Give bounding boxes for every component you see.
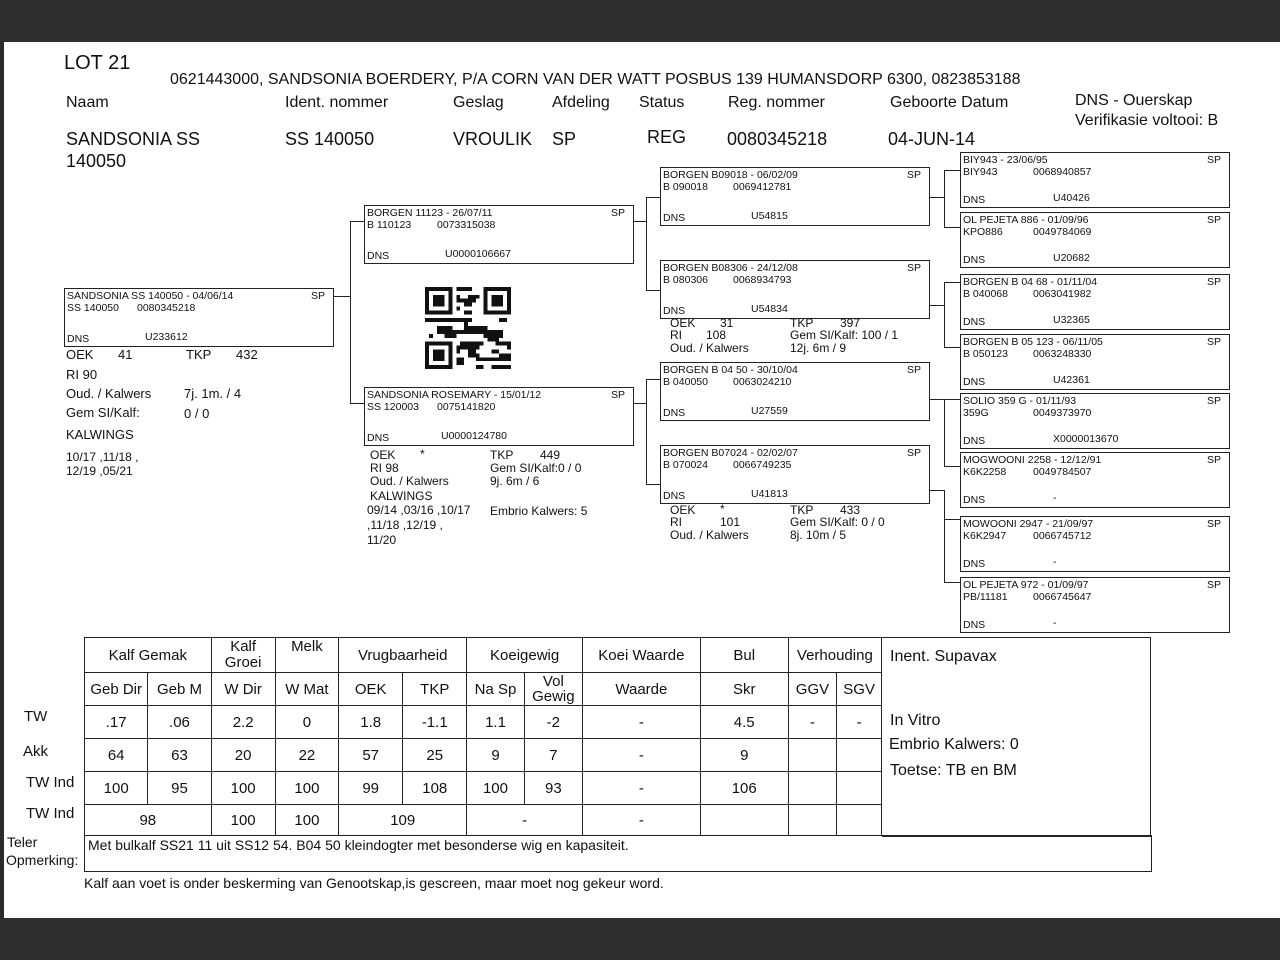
lot-number: LOT 21 [64,52,131,74]
ggp-sp: SP [1206,154,1221,166]
subject-box-code: U233612 [145,331,188,343]
gp-dns: DNS [663,305,686,317]
ggp-reg: 0049373970 [1033,407,1092,419]
row-label-tw: TW [24,708,48,725]
dam-kalwings-2: ,11/18 ,12/19 , [367,518,443,532]
great-grandparent-box [960,452,1230,508]
ggp-sp: SP [1206,214,1221,226]
animal-naam-2: 140050 [66,151,127,171]
ggp-code: - [1053,617,1057,629]
gp-sp: SP [906,169,921,181]
subject-kalwings-1: 10/17 ,11/18 , [66,450,139,464]
gp4-oek-label: OEK [670,503,696,517]
group-melk: Melk [275,638,338,673]
value-cell: -2 [524,706,582,739]
ggp-code: - [1053,556,1057,568]
viewer-bottom-bar [0,918,1280,960]
index-cell: 100 [211,805,275,836]
value-cell: - [582,706,700,739]
subject-kalwings-2: 12/19 ,05/21 [66,464,133,478]
ggp-sp: SP [1206,518,1221,530]
value-cell: .06 [148,706,211,739]
subheader-cell: TKP [403,673,467,706]
great-grandparent-box [960,334,1230,390]
subheader-cell: Na Sp [467,673,524,706]
gp-code: U54815 [751,210,788,222]
dam-box-id: SS 120003 [367,401,419,413]
dam-ri: RI 98 [370,461,399,475]
side-toetse: Toetse: TB en BM [890,762,1017,779]
header-naam: Naam [66,94,109,111]
value-cell: 63 [148,739,211,772]
great-grandparent-box [960,274,1230,330]
sire-box-id: B 110123 [367,219,412,231]
group-koeigewig: Koeigewig [467,638,583,673]
ggp-dns: DNS [963,494,986,506]
ggp-id: PB/11181 [963,591,1008,603]
animal-geslag: VROULIK [453,129,533,149]
dam-kalwings: KALWINGS [370,489,433,503]
index-cell: - [467,805,583,836]
ggp-reg: 0066745712 [1033,530,1092,542]
subheader-cell: Geb Dir [85,673,148,706]
teler-label: Teler [7,834,38,850]
group-kalf-groei [211,638,275,673]
subject-box-header: SANDSONIA SS 140050 - 04/06/14 [67,290,234,302]
great-grandparent-box [960,516,1230,572]
ggp-dns: DNS [963,619,986,631]
group-koei-waarde: Koei Waarde [582,638,700,673]
side-embrio: Embrio Kalwers: 0 [889,736,1019,753]
grandparent-box [660,445,930,504]
gp-sp: SP [906,447,921,459]
ggp-id: KPO886 [963,226,1003,238]
gp-id: B 090018 [663,181,708,193]
animal-naam: SANDSONIA SS [66,129,201,149]
ggp-header: MOGWOONI 2258 - 12/12/91 [963,454,1102,466]
dam-tkp-label: TKP [490,448,514,462]
gp-sp: SP [906,364,921,376]
ggp-dns: DNS [963,558,986,570]
value-cell: - [582,739,700,772]
grandparent-box [660,260,930,319]
dam-tkp-value: 449 [540,448,561,462]
value-cell: 0 [275,706,338,739]
ggp-header: MOWOONI 2947 - 21/09/97 [963,518,1094,530]
dam-pedigree-box [364,387,634,446]
ggp-header: OL PEJETA 972 - 01/09/97 [963,579,1089,591]
ggp-dns: DNS [963,254,986,266]
subheader-cell: W Mat [275,673,338,706]
gp-dns: DNS [663,407,686,419]
breeding-values-table [84,637,882,836]
gp4-ri-value: 101 [720,515,741,529]
animal-afdeling: SP [552,129,577,149]
footer-note: Kalf aan voet is onder beskerming van Genootskap,is gescreen, maar moet nog gekeur word. [84,875,664,891]
value-cell: 7 [524,739,582,772]
subject-ri: RI 90 [66,367,98,382]
sire-box-header: BORGEN 11123 - 26/07/11 [367,207,493,219]
value-cell: 100 [275,772,338,805]
side-inent: Inent. Supavax [890,648,997,665]
index-cell: 100 [275,805,338,836]
gp-id: B 040050 [663,376,708,388]
sire-box-sp: SP [610,207,625,219]
gp4-oud-value: 8j. 10m / 5 [790,528,847,542]
sire-box-dns: DNS [367,250,390,262]
gp-code: U41813 [751,488,788,500]
ggp-dns: DNS [963,194,986,206]
ggp-id: B 040068 [963,288,1008,300]
dam-oud-label: Oud. / Kalwers [370,474,449,488]
header-verifikasie: Verifikasie voltooi: B [1075,112,1219,129]
value-cell [788,739,837,772]
side-in-vitro: In Vitro [890,712,941,729]
dam-kalwings-1: 09/14 ,03/16 ,10/17 [367,503,471,517]
ggp-header: BORGEN B 05 123 - 06/11/05 [963,336,1103,348]
subject-oek-value: 41 [118,347,133,362]
gp2-oek-label: OEK [670,316,696,330]
ggp-reg: 0049784069 [1033,226,1092,238]
ggp-id: 359G [963,407,989,419]
gp4-tkp-label: TKP [790,503,814,517]
ggp-header: SOLIO 359 G - 01/11/93 [963,395,1077,407]
value-cell: 20 [211,739,275,772]
dam-box-reg: 0075141820 [437,401,496,413]
value-cell: 1.1 [467,706,524,739]
gp2-oud-label: Oud. / Kalwers [670,341,749,355]
value-cell: 99 [339,772,403,805]
subheader-cell: Vol Gewig [524,673,582,706]
sire-pedigree-box [364,205,634,264]
value-cell: - [837,706,882,739]
gp-reg: 0066749235 [733,459,792,471]
ggp-id: K6K2947 [963,530,1007,542]
subheader-cell: Waarde [582,673,700,706]
subject-kalwings: KALWINGS [66,427,134,442]
subject-oud-value: 7j. 1m. / 4 [184,386,242,401]
animal-geboorte: 04-JUN-14 [888,129,976,149]
value-cell: 22 [275,739,338,772]
ggp-code: U42361 [1053,374,1090,386]
header-geboorte: Geboorte Datum [890,94,1009,111]
row-label-twind: TW Ind [26,774,75,791]
value-cell: - [582,772,700,805]
value-cell: 9 [700,739,788,772]
sire-box-reg: 0073315038 [437,219,496,231]
great-grandparent-box [960,152,1230,208]
ggp-id: BIY943 [963,166,998,178]
ggp-id: K6K2258 [963,466,1007,478]
subject-gem-label: Gem SI/Kalf: [66,405,140,420]
ggp-sp: SP [1206,579,1221,591]
header-reg: Reg. nommer [728,94,825,111]
index-cell: - [582,805,700,836]
grandparent-box [660,362,930,421]
index-cell: 98 [85,805,212,836]
gp2-ri-value: 108 [706,328,727,342]
dam-kalwings-3: 11/20 [367,533,397,547]
gp-dns: DNS [663,212,686,224]
value-cell: 100 [467,772,524,805]
subject-gem-value: 0 / 0 [184,406,210,421]
value-cell: .17 [85,706,148,739]
owner-line: 0621443000, SANDSONIA BOERDERY, P/A CORN VAN DER WATT POSBUS 139 HUMANSDORP 6300, 0823853188 [170,71,1021,88]
value-cell: 57 [339,739,403,772]
value-cell: 95 [148,772,211,805]
ggp-code: U20682 [1053,252,1090,264]
opmerking-text: Met bulkalf SS21 11 uit SS12 54. B04 50 kleindogter met besonderse wig en kapasiteit. [88,837,629,853]
index-cell: 109 [339,805,467,836]
grandparent-box [660,167,930,226]
ggp-header: BIY943 - 23/06/95 [963,154,1048,166]
viewer-top-bar [0,0,1280,42]
subheader-cell: SGV [837,673,882,706]
index-cell [837,805,882,836]
qr-code [424,287,512,369]
gp-header: BORGEN B07024 - 02/02/07 [663,447,798,459]
gp-header: BORGEN B 04 50 - 30/10/04 [663,364,798,376]
gp4-oek-value: * [720,502,725,516]
row-label-twind-2: TW Ind [26,805,75,822]
ggp-reg: 0049784507 [1033,466,1092,478]
subheader-cell: Geb M [148,673,211,706]
value-cell: 1.8 [339,706,403,739]
ggp-code: X0000013670 [1053,433,1119,445]
great-grandparent-box [960,212,1230,268]
lot-sheet [4,42,1280,918]
opmerking-box [84,835,1152,872]
subject-box-sp: SP [310,290,325,302]
group-kalf-groei-label: Kalf Groei [224,638,262,671]
value-cell: - [788,706,837,739]
subject-tkp-label: TKP [186,347,212,362]
gp4-oud-label: Oud. / Kalwers [670,528,749,542]
group-vrugbaarheid: Vrugbaarheid [339,638,467,673]
ggp-sp: SP [1206,276,1221,288]
animal-ident: SS 140050 [285,129,375,149]
ggp-sp: SP [1206,336,1221,348]
value-cell: 64 [85,739,148,772]
value-cell: 106 [700,772,788,805]
gp2-tkp-label: TKP [790,316,814,330]
subject-oud-label: Oud. / Kalwers [66,386,152,401]
ggp-code: U32365 [1053,314,1090,326]
value-cell: 2.2 [211,706,275,739]
value-cell: 100 [85,772,148,805]
dam-box-code: U0000124780 [441,430,507,442]
group-kalf-gemak: Kalf Gemak [85,638,212,673]
header-status: Status [639,94,685,111]
dam-oek-value: * [420,447,425,461]
dam-oud-value: 9j. 6m / 6 [490,474,540,488]
dam-box-header: SANDSONIA ROSEMARY - 15/01/12 [367,389,542,401]
dam-oek-label: OEK [370,448,396,462]
gp-header: BORGEN B08306 - 24/12/08 [663,262,798,274]
row-label-akk: Akk [23,743,49,760]
ggp-code: - [1053,492,1057,504]
header-afdeling: Afdeling [552,94,610,111]
value-cell: 9 [467,739,524,772]
header-geslag: Geslag [453,94,504,111]
gp2-tkp-value: 397 [840,316,861,330]
gp-dns: DNS [663,490,686,502]
subheader-cell: OEK [339,673,403,706]
ggp-reg: 0063041982 [1033,288,1092,300]
subject-pedigree-box [64,288,334,347]
ggp-id: B 050123 [963,348,1008,360]
subheader-cell: GGV [788,673,837,706]
dam-embrio: Embrio Kalwers: 5 [490,504,588,518]
ggp-sp: SP [1206,395,1221,407]
ggp-code: U40426 [1053,192,1090,204]
gp-reg: 0068934793 [733,274,792,286]
ggp-header: OL PEJETA 886 - 01/09/96 [963,214,1089,226]
gp-sp: SP [906,262,921,274]
side-notes-panel [882,637,1151,837]
subject-box-id: SS 140050 [67,302,119,314]
gp2-ri-label: RI [670,328,682,342]
ggp-dns: DNS [963,316,986,328]
gp2-oek-value: 31 [720,316,734,330]
header-dns: DNS - Ouerskap [1075,92,1193,109]
gp-reg: 0069412781 [733,181,792,193]
ggp-reg: 0063248330 [1033,348,1092,360]
dam-box-sp: SP [610,389,625,401]
dam-gem: Gem SI/Kalf:0 / 0 [490,461,582,475]
subheader-cell: Skr [700,673,788,706]
value-cell [837,739,882,772]
subject-tkp-value: 432 [236,347,258,362]
group-verhouding: Verhouding [788,638,881,673]
subject-oek-label: OEK [66,347,94,362]
value-cell: 93 [524,772,582,805]
ggp-dns: DNS [963,376,986,388]
gp4-ri-label: RI [670,515,682,529]
gp-id: B 070024 [663,459,708,471]
gp-reg: 0063024210 [733,376,792,388]
value-cell: 108 [403,772,467,805]
subject-box-reg: 0080345218 [137,302,196,314]
header-ident: Ident. nommer [285,94,389,111]
gp2-gem: Gem SI/Kalf: 100 / 1 [790,328,899,342]
great-grandparent-box [960,393,1230,449]
value-cell: 25 [403,739,467,772]
animal-status: REG [647,127,687,147]
subject-box-dns: DNS [67,333,90,345]
dam-box-dns: DNS [367,432,390,444]
ggp-reg: 0066745647 [1033,591,1092,603]
gp-code: U27559 [751,405,788,417]
value-cell [788,772,837,805]
opmerking-label: Opmerking: [6,852,79,868]
gp-header: BORGEN B09018 - 06/02/09 [663,169,798,181]
gp4-tkp-value: 433 [840,503,861,517]
value-cell: -1.1 [403,706,467,739]
great-grandparent-box [960,577,1230,633]
value-cell [837,772,882,805]
ggp-sp: SP [1206,454,1221,466]
ggp-header: BORGEN B 04 68 - 01/11/04 [963,276,1098,288]
group-bul: Bul [700,638,788,673]
ggp-dns: DNS [963,435,986,447]
gp2-oud-value: 12j. 6m / 9 [790,341,847,355]
index-cell [700,805,788,836]
animal-reg: 0080345218 [727,129,828,149]
sire-box-code: U0000106667 [445,248,511,260]
index-cell [788,805,837,836]
value-cell: 4.5 [700,706,788,739]
subheader-cell: W Dir [211,673,275,706]
gp4-gem: Gem SI/Kalf: 0 / 0 [790,515,885,529]
value-cell: 100 [211,772,275,805]
ggp-reg: 0068940857 [1033,166,1092,178]
gp-id: B 080306 [663,274,708,286]
gp-code: U54834 [751,303,788,315]
